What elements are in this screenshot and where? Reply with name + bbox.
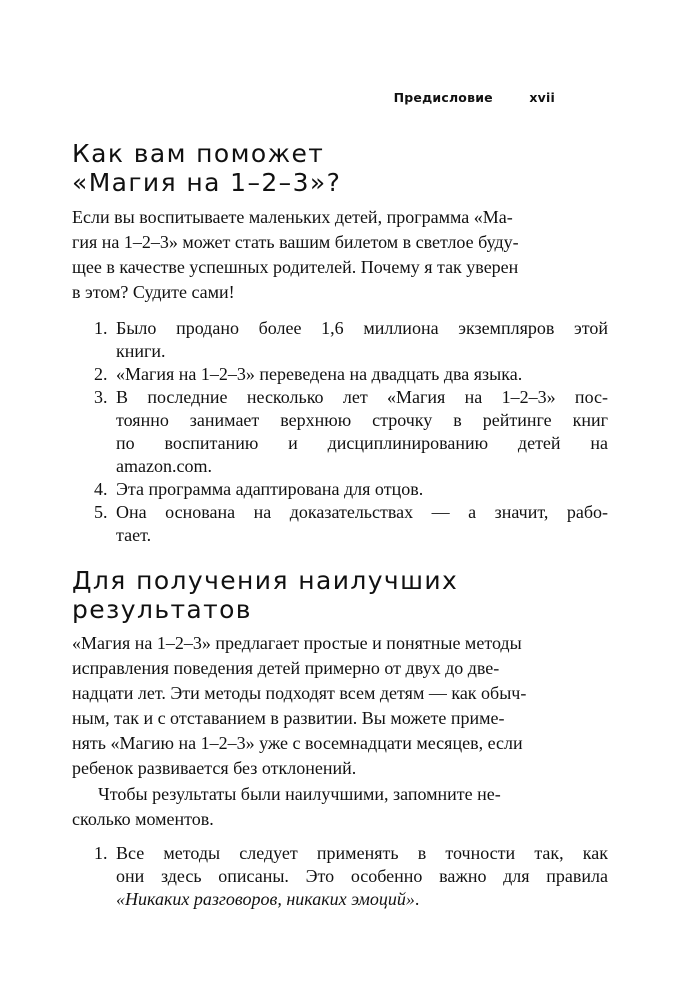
- text-line: сколько моментов.: [72, 809, 214, 829]
- list-line: Эта программа адаптирована для отцов.: [116, 479, 424, 499]
- list-item: [72, 478, 608, 501]
- list-item: [72, 317, 608, 363]
- running-head: [394, 90, 555, 105]
- list-line: по воспитанию и дисциплинированию детей на: [116, 433, 608, 453]
- rules-list: [72, 842, 608, 911]
- list-line: Все методы следует применять в точности так, как: [116, 843, 608, 863]
- heading-line: «Магия на 1–2–3»?: [72, 168, 342, 197]
- text-line: в этом? Судите сами!: [72, 282, 235, 302]
- list-number: 4.: [94, 479, 108, 499]
- list-item: [72, 363, 608, 386]
- list-line: тает.: [116, 525, 152, 545]
- section-heading-best-results: [72, 566, 572, 624]
- list-item: [72, 386, 608, 478]
- page-number: xvii: [529, 90, 555, 105]
- rule-name: «Никаких разговоров, никаких эмоций»: [116, 889, 415, 909]
- text-line: ным, так и с отставанием в развитии. Вы можете приме-: [72, 708, 505, 728]
- section-heading-how-it-helps: [72, 139, 572, 197]
- heading-line: Как вам поможет: [72, 139, 325, 168]
- intro-paragraph: [72, 205, 608, 305]
- list-line: [116, 888, 608, 911]
- list-number: 1.: [94, 318, 108, 338]
- list-line: Было продано более 1,6 миллиона экземпляров этой: [116, 318, 608, 338]
- text-line: исправления поведения детей примерно от двух до две-: [72, 658, 500, 678]
- list-line: тоянно занимает верхнюю строчку в рейтинге книг: [116, 410, 608, 430]
- list-number: 3.: [94, 387, 108, 407]
- facts-list: [72, 317, 608, 547]
- text-line: «Магия на 1–2–3» предлагает простые и понятные методы: [72, 633, 522, 653]
- list-item: [72, 842, 608, 911]
- text-line: щее в качестве успешных родителей. Почему я так уверен: [72, 257, 519, 277]
- text-line: Чтобы результаты были наилучшими, запомните не-: [98, 784, 501, 804]
- methods-paragraph: [72, 631, 608, 781]
- list-number: 1.: [94, 843, 108, 863]
- reminder-paragraph: [72, 782, 608, 832]
- list-number: 2.: [94, 364, 108, 384]
- list-line: amazon.com.: [116, 456, 212, 476]
- text-line: нять «Магию на 1–2–3» уже с восемнадцати месяцев, если: [72, 733, 523, 753]
- period: .: [414, 889, 420, 909]
- list-number: 5.: [94, 502, 108, 522]
- text-line: ребенок развивается без отклонений.: [72, 758, 357, 778]
- heading-line: результатов: [72, 595, 252, 624]
- list-line: книги.: [116, 341, 166, 361]
- text-line: надцати лет. Эти методы подходят всем детям — как обыч-: [72, 683, 527, 703]
- heading-line: Для получения наилучших: [72, 566, 459, 595]
- list-line: В последние несколько лет «Магия на 1–2–3» пос-: [116, 387, 608, 407]
- list-line: «Магия на 1–2–3» переведена на двадцать два языка.: [116, 364, 523, 384]
- list-item: [72, 501, 608, 547]
- text-line: Если вы воспитываете маленьких детей, программа «Ма-: [72, 207, 513, 227]
- running-head-title: Предисловие: [393, 90, 493, 105]
- text-line: гия на 1–2–3» может стать вашим билетом в светлое буду-: [72, 232, 519, 252]
- list-line: они здесь описаны. Это особенно важно для правила: [116, 866, 608, 886]
- list-line: Она основана на доказательствах — а значит, рабо-: [116, 502, 608, 522]
